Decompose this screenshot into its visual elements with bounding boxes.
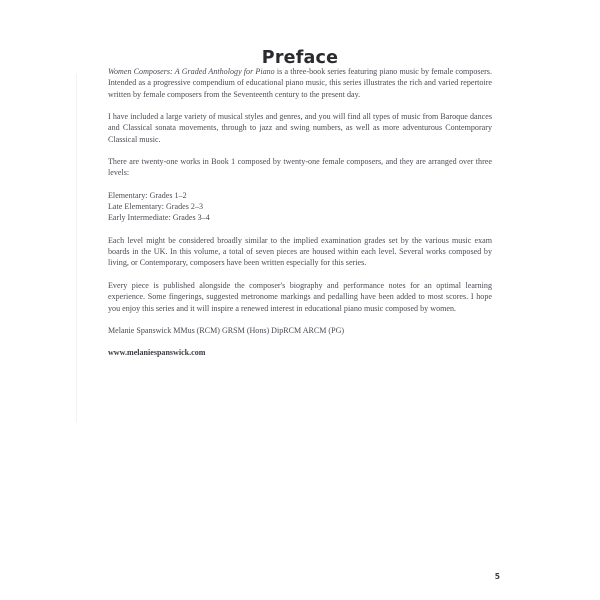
list-item: Late Elementary: Grades 2–3 xyxy=(108,202,204,212)
paragraph-publication-notes: Every piece is published alongside the composer's biography and performance notes for an optimal learning experience. Some fingerings, suggested metronome markings and pedalling have been added to most scores. I hope you enjoy this series and it will inspire a renewed interest in educational piano music composed by women. xyxy=(108,280,492,313)
list-item: Early Intermediate: Grades 3–4 xyxy=(108,213,210,223)
paragraph-styles-genres: I have included a large variety of musical styles and genres, and you will find all types of music from Baroque dances and Classical sonata movements, through to jazz and swing numbers, as well as more adventurous Contemporary Classical music. xyxy=(108,112,492,144)
page-title: Preface xyxy=(261,47,339,68)
levels-list xyxy=(108,190,492,224)
paragraph-works-count: There are twenty-one works in Book 1 composed by twenty-one female composers, and they are arranged over three levels: xyxy=(108,157,492,178)
author-signature: Melanie Spanswick MMus (RCM) GRSM (Hons) DipRCM ARCM (PG) xyxy=(108,325,345,335)
author-website[interactable]: www.melaniespanswick.com xyxy=(108,348,206,358)
page-number: 5 xyxy=(494,572,500,581)
anthology-title: Women Composers: A Graded Anthology for Piano xyxy=(108,67,275,76)
preface-body xyxy=(108,66,492,359)
list-item: Elementary: Grades 1–2 xyxy=(108,190,187,200)
binding-margin-rule xyxy=(76,74,77,422)
paragraph-intro xyxy=(108,66,492,100)
paragraph-intro-rest: is a three-book series featuring piano music by female composers. Intended as a progressive compendium of educational piano music, this series illustrates the rich and varied repertoire written by female composers from the Seventeenth century to the present day. xyxy=(108,67,492,99)
paragraph-exam-grades: Each level might be considered broadly similar to the implied examination grades set by the various music exam boards in the UK. In this volume, a total of seven pieces are housed within each level. Several works composed by living, or Contemporary, composers have been written especially for this series. xyxy=(108,235,492,268)
